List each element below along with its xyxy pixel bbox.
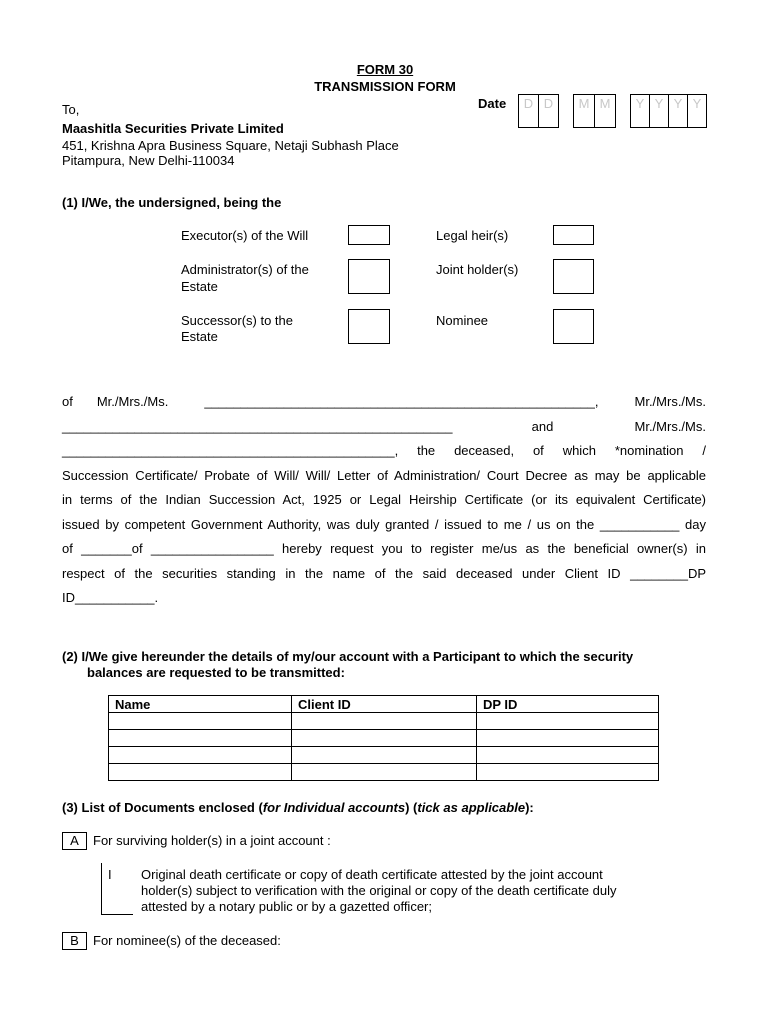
nominee-label: Nominee [436, 313, 489, 328]
client-id-cell[interactable] [292, 764, 477, 781]
para-line-2 [62, 415, 706, 440]
date-label: Date [478, 96, 507, 111]
para-line-6: issued by competent Government Authority, was duly granted / issued to me / us on the ___________ day [62, 516, 706, 532]
client-id-cell[interactable] [292, 713, 477, 730]
form-number: FORM 30 [356, 62, 414, 77]
form-title: TRANSMISSION FORM [314, 79, 456, 94]
date-day-digit: D [543, 96, 554, 111]
executor-checkbox[interactable] [348, 225, 390, 245]
para-line-1 [62, 390, 706, 415]
salutation: Mr./Mrs./Ms. [634, 418, 706, 434]
item-a-text: For surviving holder(s) in a joint account : [93, 833, 331, 848]
date-year-digit: Y [692, 96, 702, 111]
administrator-label-line1: Administrator(s) of the [181, 262, 309, 277]
para-word: the [417, 443, 436, 458]
para-line-7: of _______of _________________ hereby request you to register me/us as the beneficial owner(s) in [62, 541, 706, 556]
sub-item-i-marker: I [108, 867, 112, 882]
date-year-field[interactable] [630, 94, 707, 128]
legal-heir-label: Legal heir(s) [436, 228, 509, 243]
administrator-checkbox[interactable] [348, 259, 390, 294]
section-3-title-prefix: (3) List of Documents enclosed ( [62, 800, 263, 815]
joint-holder-label: Joint holder(s) [436, 262, 519, 277]
item-a-marker: A [62, 832, 87, 850]
of-label: of [62, 394, 73, 409]
section-3-title-mid: ) ( [405, 800, 418, 815]
client-id-cell[interactable] [292, 747, 477, 764]
executor-label: Executor(s) of the Will [181, 228, 309, 243]
nominee-checkbox[interactable] [553, 309, 594, 344]
deceased-name-blank[interactable]: ______________________________________________, [62, 443, 399, 458]
company-name: Maashitla Securities Private Limited [62, 121, 284, 136]
client-id-cell[interactable] [292, 730, 477, 747]
section-3-title-emphasis: for Individual accounts [262, 800, 406, 815]
table-row [109, 747, 659, 764]
para-word: deceased, [454, 443, 515, 458]
administrator-label-line2: Estate [181, 279, 218, 294]
deceased-name-blank[interactable]: ______________________________________________________, [204, 394, 599, 409]
name-cell[interactable] [109, 747, 292, 764]
date-month-field[interactable] [573, 94, 616, 128]
column-header-client-id: Client ID [292, 696, 477, 713]
salutation: Mr./Mrs./Ms. [634, 394, 706, 409]
item-b-text: For nominee(s) of the deceased: [93, 933, 281, 948]
joint-holder-checkbox[interactable] [553, 259, 594, 294]
sub-item-i-line1: Original death certificate or copy of death certificate attested by the joint account [141, 867, 603, 882]
to-label: To, [62, 102, 80, 117]
table-header-row [109, 696, 659, 713]
section-3-title-suffix: ): [525, 800, 534, 815]
dp-id-cell[interactable] [477, 713, 659, 730]
table-row [109, 713, 659, 730]
para-word: of [532, 443, 544, 458]
para-line-8: respect of the securities standing in the name of the said deceased under Client ID ________DP [62, 565, 706, 581]
sub-item-i-line2: holder(s) subject to verification with the original or copy of the death certificate duly [141, 883, 617, 898]
section-3-title [62, 800, 534, 815]
legal-heir-checkbox[interactable] [553, 225, 594, 245]
name-cell[interactable] [109, 730, 292, 747]
para-line-5: in terms of the Indian Succession Act, 1925 or Legal Heirship Certificate (or its equivalent Certificate) [62, 492, 706, 507]
column-header-dp-id: DP ID [477, 696, 659, 713]
salutation: Mr./Mrs./Ms. [96, 394, 169, 409]
para-word: *nomination [614, 443, 684, 458]
table-row [109, 764, 659, 781]
section-2-title-line1: (2) I/We give hereunder the details of my/our account with a Participant to which the security [62, 649, 634, 664]
address-line-1: 451, Krishna Apra Business Square, Netaji Subhash Place [62, 138, 399, 153]
date-day-field[interactable] [518, 94, 559, 128]
declaration-paragraph [62, 390, 706, 611]
successor-checkbox[interactable] [348, 309, 390, 344]
dp-id-cell[interactable] [477, 730, 659, 747]
and-label: and [531, 418, 554, 434]
para-line-4: Succession Certificate/ Probate of Will/ Will/ Letter of Administration/ Court Decree as may be applicable [62, 467, 706, 483]
date-year-digit: Y [650, 95, 669, 127]
table-row [109, 730, 659, 747]
date-month-digit: M [599, 96, 611, 111]
column-header-name: Name [109, 696, 292, 713]
account-details-table [108, 695, 659, 781]
para-word: / [702, 443, 706, 458]
date-month-digit: M [574, 95, 595, 127]
section-2-title-line2: balances are requested to be transmitted: [87, 665, 345, 680]
section-1-title: (1) I/We, the undersigned, being the [62, 195, 282, 210]
date-year-digit: Y [631, 95, 650, 127]
para-line-3 [62, 439, 706, 464]
address-line-2: Pitampura, New Delhi-110034 [62, 153, 235, 168]
item-b-marker: B [62, 932, 87, 950]
name-cell[interactable] [109, 713, 292, 730]
deceased-name-blank[interactable]: ______________________________________________________ [62, 418, 453, 434]
date-day-digit: D [519, 95, 539, 127]
successor-label-line2: Estate [181, 329, 218, 344]
para-word: which [562, 443, 596, 458]
dp-id-cell[interactable] [477, 764, 659, 781]
para-line-9: ID___________. [62, 590, 159, 605]
dp-id-cell[interactable] [477, 747, 659, 764]
section-3-title-emphasis: tick as applicable [417, 800, 526, 815]
name-cell[interactable] [109, 764, 292, 781]
sub-item-i-box[interactable] [101, 863, 133, 915]
successor-label-line1: Successor(s) to the [181, 313, 293, 328]
sub-item-i-line3: attested by a notary public or by a gazetted officer; [141, 899, 432, 914]
date-year-digit: Y [669, 95, 688, 127]
